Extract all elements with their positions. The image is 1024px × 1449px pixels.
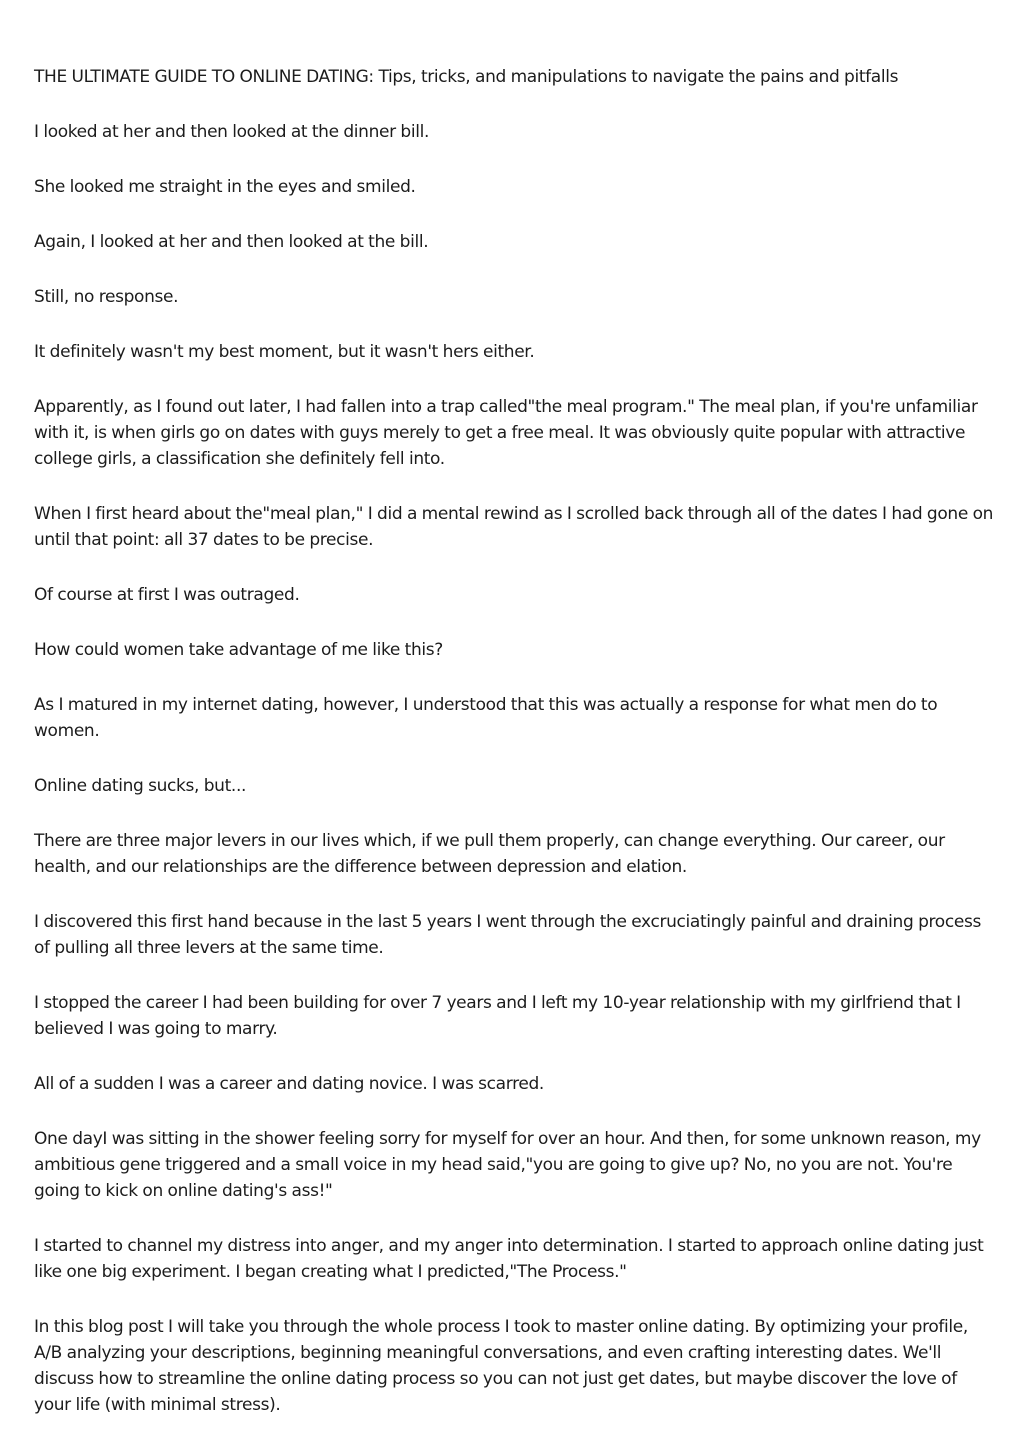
paragraph-6: Apparently, as I found out later, I had fallen into a trap called"the meal program." The meal plan, if you're unfamiliar with it, is when girls go on dates with guys merely to get a free meal. It was obviously quite popular with attractive college girls, a classification she definitely fell into. — [34, 397, 978, 469]
paragraph-7: When I first heard about the"meal plan," I did a mental rewind as I scrolled back through all of the dates I had gone on until that point: all 37 dates to be precise. — [34, 504, 994, 550]
paragraph-17: I started to channel my distress into anger, and my anger into determination. I started to approach online dating just like one big experiment. I began creating what I predicted,"The Process." — [34, 1236, 984, 1282]
paragraph-4: Still, no response. — [34, 287, 179, 307]
paragraph-14: I stopped the career I had been building for over 7 years and I left my 10-year relationship with my girlfriend that I believed I was going to marry. — [34, 993, 961, 1039]
paragraph-5: It definitely wasn't my best moment, but it wasn't hers either. — [34, 342, 535, 362]
paragraph-18: In this blog post I will take you through the whole process I took to master online dating. By optimizing your profile, A/B analyzing your descriptions, beginning meaningful conversations, and even crafting interesting dates. We'll discuss how to streamline the online dating process so you can not just get dates, but maybe discover the love of your life (with minimal stress). — [34, 1317, 968, 1415]
paragraph-12: There are three major levers in our lives which, if we pull them properly, can change everything. Our career, our health, and our relationships are the difference between depression and elation. — [34, 831, 945, 877]
document-body — [34, 64, 994, 1447]
paragraph-2: She looked me straight in the eyes and smiled. — [34, 177, 416, 197]
paragraph-13: I discovered this first hand because in the last 5 years I went through the excruciatingly painful and draining process of pulling all three levers at the same time. — [34, 912, 981, 958]
document-title: THE ULTIMATE GUIDE TO ONLINE DATING: Tips, tricks, and manipulations to navigate the pains and pitfalls — [34, 67, 899, 87]
paragraph-9: How could women take advantage of me like this? — [34, 640, 443, 660]
paragraph-16: One dayI was sitting in the shower feeling sorry for myself for over an hour. And then, for some unknown reason, my ambitious gene triggered and a small voice in my head said,"you are going to give up? No, no you are not. You're going to kick on online dating's ass!" — [34, 1129, 981, 1201]
paragraph-15: All of a sudden I was a career and dating novice. I was scarred. — [34, 1074, 544, 1094]
paragraph-10: As I matured in my internet dating, however, I understood that this was actually a response for what men do to women. — [34, 695, 938, 741]
paragraph-8: Of course at first I was outraged. — [34, 585, 300, 605]
paragraph-1: I looked at her and then looked at the dinner bill. — [34, 122, 430, 142]
paragraph-11: Online dating sucks, but... — [34, 776, 247, 796]
paragraph-3: Again, I looked at her and then looked at the bill. — [34, 232, 429, 252]
